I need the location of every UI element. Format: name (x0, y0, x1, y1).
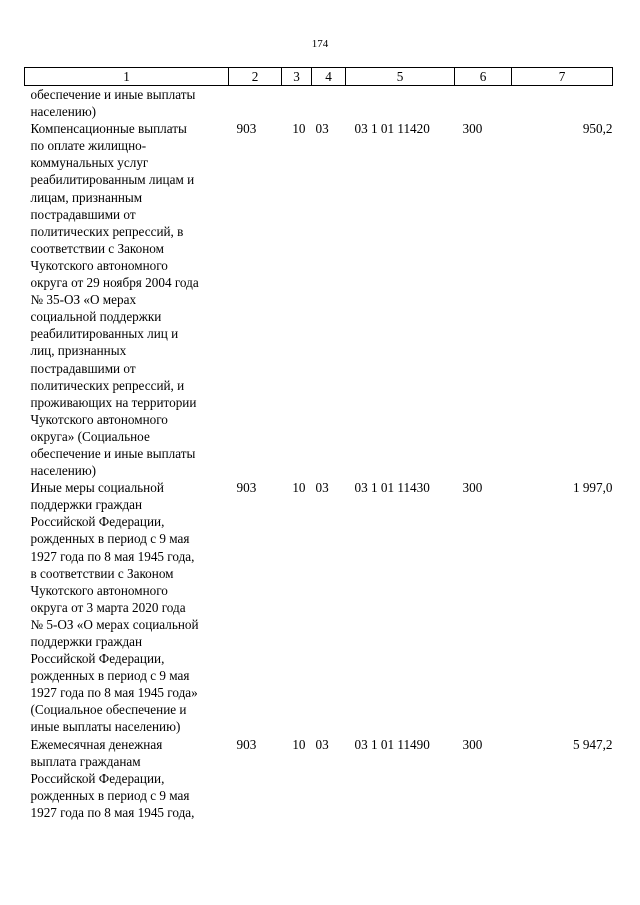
name-line: населению) (30, 104, 97, 120)
table-header-row (25, 68, 613, 86)
name-line: населению) (30, 463, 97, 479)
column-header-4: 4 (312, 68, 346, 86)
name-line: 1927 года по 8 мая 1945 года, (30, 548, 195, 564)
name-line: № 35-ОЗ «О мерах (30, 292, 137, 308)
name-line: 1927 года по 8 мая 1945 года, (30, 804, 195, 820)
amount-cell: 950,2 (582, 121, 613, 137)
name-line: лицам, признанным (30, 189, 143, 205)
name-line: в соответствии с Законом (30, 565, 174, 581)
amount-cell: 1 997,0 (572, 480, 613, 496)
name-line: (Социальное обеспечение и (30, 702, 187, 718)
column-header-7: 7 (512, 68, 613, 86)
continuation-name-cell (25, 86, 229, 121)
expense-type-cell: 300 (462, 480, 483, 496)
expense-type-cell: 300 (462, 121, 483, 137)
name-line: рожденных в период с 9 мая (30, 787, 190, 803)
table-row (25, 479, 613, 735)
section-code-cell: 10 (292, 480, 306, 496)
name-line: Российской Федерации, (30, 514, 165, 530)
budget-table (24, 67, 613, 821)
table-row (25, 736, 613, 821)
name-line: Ежемесячная денежная (30, 736, 163, 752)
name-line: по оплате жилищно- (30, 138, 147, 154)
name-line: округа от 29 ноября 2004 года (30, 275, 199, 291)
amount-cell: 5 947,2 (572, 736, 613, 752)
section-code-cell: 10 (292, 121, 306, 137)
expense-type-cell: 300 (462, 736, 483, 752)
name-line: коммунальных услуг (30, 155, 149, 171)
ministry-code-cell: 903 (236, 480, 257, 496)
ministry-code-cell: 903 (236, 121, 257, 137)
name-line: реабилитированным лицам и (30, 172, 195, 188)
subsection-code-cell: 03 (315, 480, 329, 496)
name-line: выплата гражданам (30, 753, 141, 769)
name-line: соответствии с Законом (30, 240, 164, 256)
name-line: рожденных в период с 9 мая (30, 531, 190, 547)
name-line: Российской Федерации, (30, 770, 165, 786)
name-line: округа от 3 марта 2020 года (30, 599, 186, 615)
column-header-3: 3 (282, 68, 312, 86)
name-line: № 5-ОЗ «О мерах социальной (30, 616, 199, 632)
target-article-cell: 03 1 01 11490 (354, 736, 430, 752)
name-line: пострадавшими от (30, 360, 136, 376)
name-line: поддержки граждан (30, 497, 143, 513)
column-header-6: 6 (455, 68, 512, 86)
name-line: реабилитированных лиц и (30, 326, 179, 342)
name-line: поддержки граждан (30, 634, 143, 649)
name-line: социальной поддержки (30, 309, 162, 325)
table-row-continuation (25, 86, 613, 121)
item-name-cell (25, 736, 229, 821)
name-line: проживающих на территории (30, 394, 197, 410)
name-line: лиц, признанных (30, 343, 127, 359)
target-article-cell: 03 1 01 11420 (354, 121, 430, 137)
name-line: Чукотского автономного (30, 257, 168, 273)
item-name-cell (25, 120, 229, 479)
section-code-cell: 10 (292, 736, 306, 752)
name-line: Компенсационные выплаты (30, 121, 187, 137)
table-row (25, 120, 613, 479)
subsection-code-cell: 03 (315, 121, 329, 137)
page-number: 174 (311, 38, 329, 50)
name-line: политических репрессий, и (30, 377, 185, 393)
name-line: обеспечение и иные выплаты (30, 445, 196, 461)
column-header-5: 5 (346, 68, 455, 86)
name-line: иные выплаты населению) (30, 719, 181, 735)
name-line: пострадавшими от (30, 206, 136, 222)
name-line: 1927 года по 8 мая 1945 года» (30, 685, 198, 701)
item-name-cell (25, 479, 229, 735)
name-line: рожденных в период с 9 мая (30, 668, 190, 684)
name-line: Российской Федерации, (30, 651, 165, 667)
column-header-1: 1 (25, 68, 229, 86)
name-line: обеспечение и иные выплаты (30, 87, 196, 102)
target-article-cell: 03 1 01 11430 (354, 480, 430, 496)
name-line: Чукотского автономного (30, 582, 168, 598)
name-line: политических репрессий, в (30, 223, 184, 239)
name-line: округа» (Социальное (30, 428, 150, 444)
subsection-code-cell: 03 (315, 736, 329, 752)
name-line: Иные меры социальной (30, 480, 164, 496)
ministry-code-cell: 903 (236, 736, 257, 752)
column-header-2: 2 (229, 68, 282, 86)
name-line: Чукотского автономного (30, 411, 168, 427)
